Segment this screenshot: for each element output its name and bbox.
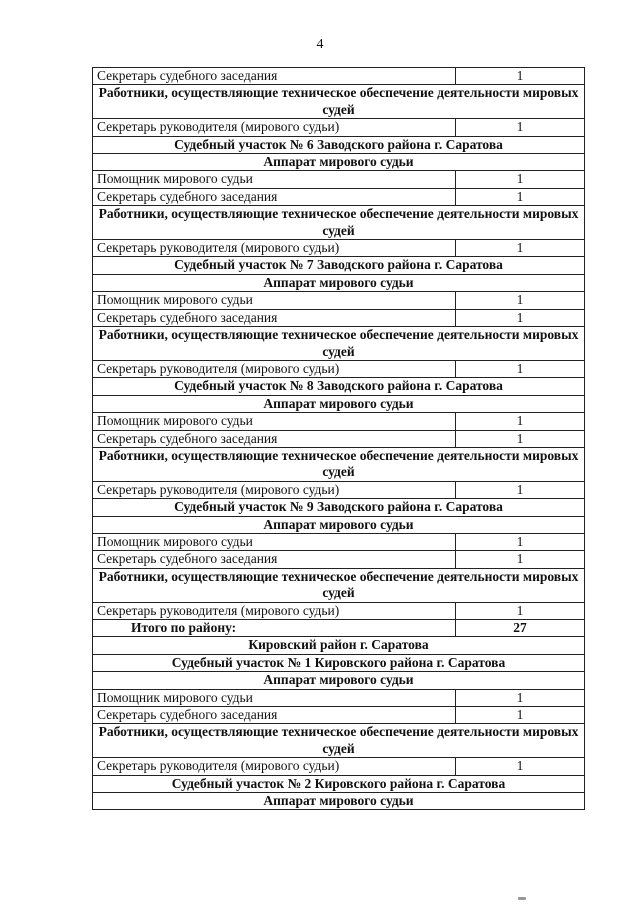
section-header: Работники, осуществляющие техническое обеспечение деятельности мировых судей [93, 724, 585, 758]
section-header: Кировский район г. Саратова [93, 637, 585, 654]
section-header-row [93, 257, 585, 274]
section-header-row [93, 206, 585, 240]
section-header: Работники, осуществляющие техническое обеспечение деятельности мировых судей [93, 568, 585, 602]
position-count: 1 [456, 758, 585, 775]
section-header-row [93, 85, 585, 119]
position-count: 1 [456, 602, 585, 619]
section-header-row [93, 637, 585, 654]
section-header: Работники, осуществляющие техническое обеспечение деятельности мировых судей [93, 327, 585, 361]
section-header: Аппарат мирового судьи [93, 154, 585, 171]
position-row [93, 309, 585, 326]
position-row [93, 119, 585, 136]
section-header: Судебный участок № 7 Заводского района г. Саратова [93, 257, 585, 274]
section-header-row [93, 793, 585, 810]
position-count: 1 [456, 707, 585, 724]
section-header-row [93, 136, 585, 153]
section-header: Работники, осуществляющие техническое обеспечение деятельности мировых судей [93, 447, 585, 481]
position-row [93, 292, 585, 309]
position-row [93, 360, 585, 377]
position-name: Секретарь руководителя (мирового судьи) [93, 481, 456, 498]
position-count: 1 [456, 481, 585, 498]
position-count: 1 [456, 292, 585, 309]
position-name: Секретарь руководителя (мирового судьи) [93, 758, 456, 775]
section-header-row [93, 378, 585, 395]
position-name: Секретарь судебного заседания [93, 68, 456, 85]
position-name: Помощник мирового судьи [93, 292, 456, 309]
section-header: Работники, осуществляющие техническое обеспечение деятельности мировых судей [93, 206, 585, 240]
position-row [93, 68, 585, 85]
section-header: Работники, осуществляющие техническое обеспечение деятельности мировых судей [93, 85, 585, 119]
total-label: Итого по району: [93, 620, 456, 637]
section-header: Аппарат мирового судьи [93, 274, 585, 291]
position-name: Помощник мирового судьи [93, 171, 456, 188]
page-number: 4 [316, 37, 324, 52]
position-count: 1 [456, 119, 585, 136]
section-header: Судебный участок № 1 Кировского района г. Саратова [93, 654, 585, 671]
section-header-row [93, 274, 585, 291]
section-header-row [93, 327, 585, 361]
position-name: Секретарь судебного заседания [93, 430, 456, 447]
position-name: Секретарь судебного заседания [93, 309, 456, 326]
position-row [93, 430, 585, 447]
position-row [93, 533, 585, 550]
position-row [93, 758, 585, 775]
position-count: 1 [456, 360, 585, 377]
position-name: Помощник мирового судьи [93, 413, 456, 430]
position-row [93, 240, 585, 257]
section-header-row [93, 395, 585, 412]
section-header-row [93, 154, 585, 171]
section-header: Судебный участок № 2 Кировского района г. Саратова [93, 775, 585, 792]
staff-table-body [93, 68, 585, 810]
position-row [93, 551, 585, 568]
position-count: 1 [456, 240, 585, 257]
position-row [93, 481, 585, 498]
position-row [93, 171, 585, 188]
section-header-row [93, 516, 585, 533]
section-header: Аппарат мирового судьи [93, 516, 585, 533]
position-row [93, 707, 585, 724]
position-name: Секретарь руководителя (мирового судьи) [93, 119, 456, 136]
position-name: Секретарь руководителя (мирового судьи) [93, 602, 456, 619]
section-header: Судебный участок № 8 Заводского района г. Саратова [93, 378, 585, 395]
section-header-row [93, 654, 585, 671]
section-header-row [93, 724, 585, 758]
position-count: 1 [456, 309, 585, 326]
position-row [93, 413, 585, 430]
total-value: 27 [456, 620, 585, 637]
section-header: Судебный участок № 6 Заводского района г. Саратова [93, 136, 585, 153]
total-row [93, 620, 585, 637]
position-count: 1 [456, 188, 585, 205]
position-count: 1 [456, 68, 585, 85]
position-count: 1 [456, 533, 585, 550]
section-header: Аппарат мирового судьи [93, 672, 585, 689]
section-header: Аппарат мирового судьи [93, 395, 585, 412]
position-name: Помощник мирового судьи [93, 689, 456, 706]
position-name: Секретарь судебного заседания [93, 188, 456, 205]
position-count: 1 [456, 689, 585, 706]
section-header-row [93, 568, 585, 602]
position-name: Помощник мирового судьи [93, 533, 456, 550]
position-name: Секретарь руководителя (мирового судьи) [93, 360, 456, 377]
section-header-row [93, 499, 585, 516]
position-count: 1 [456, 551, 585, 568]
section-header-row [93, 672, 585, 689]
position-row [93, 188, 585, 205]
position-count: 1 [456, 171, 585, 188]
position-name: Секретарь судебного заседания [93, 707, 456, 724]
position-row [93, 689, 585, 706]
staff-table [92, 67, 585, 810]
section-header-row [93, 775, 585, 792]
position-name: Секретарь судебного заседания [93, 551, 456, 568]
scan-speck [518, 897, 526, 900]
position-name: Секретарь руководителя (мирового судьи) [93, 240, 456, 257]
section-header: Судебный участок № 9 Заводского района г. Саратова [93, 499, 585, 516]
position-count: 1 [456, 413, 585, 430]
section-header-row [93, 447, 585, 481]
position-row [93, 602, 585, 619]
position-count: 1 [456, 430, 585, 447]
section-header: Аппарат мирового судьи [93, 793, 585, 810]
